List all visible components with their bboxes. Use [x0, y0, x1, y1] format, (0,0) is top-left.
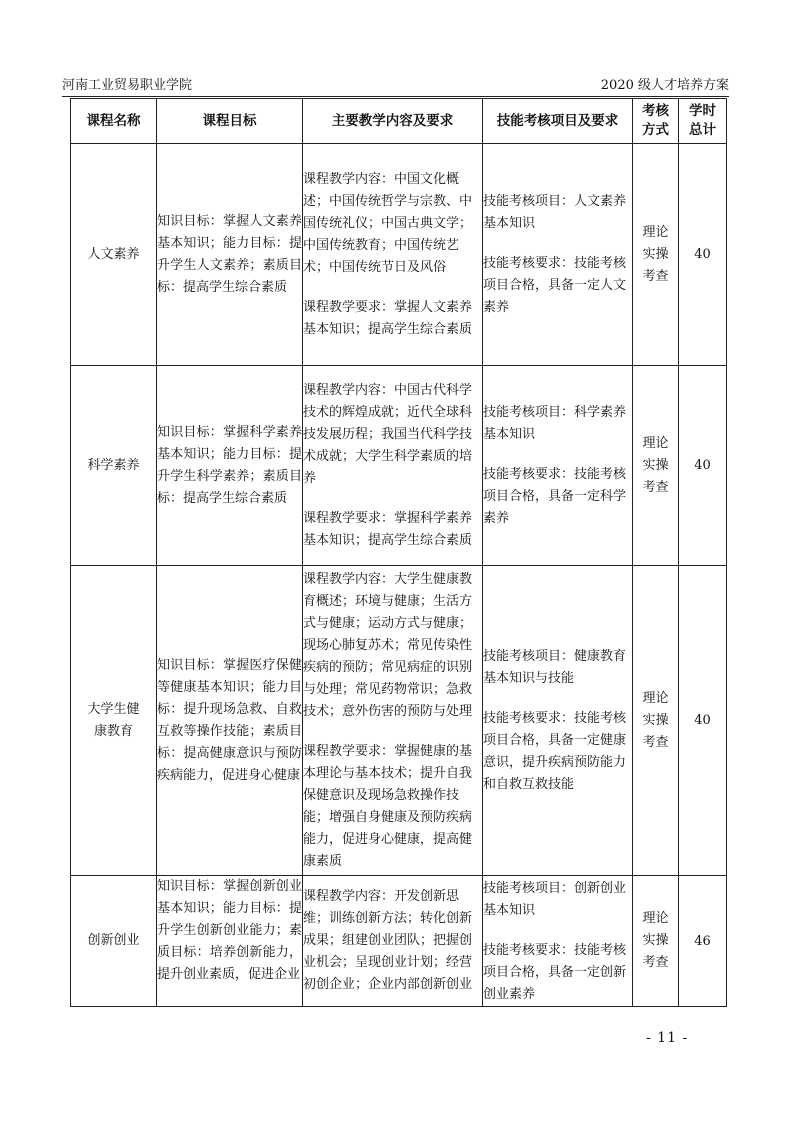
method-line: 考查	[642, 734, 669, 750]
course-name: 科学素养	[87, 457, 140, 473]
method-line: 理论	[642, 911, 669, 926]
method-line: 考查	[642, 479, 669, 495]
col-header-hours-line1: 学时	[689, 103, 716, 119]
assessment-method-cell	[633, 366, 679, 566]
course-name-cell	[71, 144, 157, 366]
table-row	[71, 144, 727, 366]
page-number: - 11 -	[646, 1030, 689, 1046]
course-table	[70, 98, 727, 1007]
content-paragraph: 课程教学内容：大学生健康教育概述；环境与健康；生活方式与健康；运动方式与健康；现场心肺复苏术；常见传染性疾病的预防；常见病症的识别与处理；常见药物常识；急救技术；意外伤害的预防与处理	[303, 571, 473, 719]
col-header-method-line2: 方式	[642, 122, 669, 138]
table-header-row	[71, 99, 727, 144]
skill-cell	[483, 366, 633, 566]
skill-requirement: 技能考核要求：技能考核项目合格，具备一定人文素养	[483, 255, 627, 315]
course-name-line2: 康教育	[93, 723, 133, 739]
course-goal: 知识目标：掌握医疗保健等健康基本知识；能力目标：提升现场急救、自救互救等操作技能；素质目标：提高健康意识与预防疾病能力，促进身心健康	[157, 657, 302, 783]
course-name: 创新创业	[87, 933, 140, 948]
course-name-cell	[71, 566, 157, 876]
method-line: 理论	[642, 435, 669, 451]
col-header-content: 主要教学内容及要求	[303, 99, 483, 144]
total-hours-cell: 40	[679, 566, 727, 876]
assessment-method-cell	[633, 566, 679, 876]
skill-item: 技能考核项目：健康教育基本知识与技能	[483, 648, 627, 686]
content-paragraph: 课程教学内容：中国文化概述；中国传统哲学与宗教、中国传统礼仪；中国古典文学；中国传统教育；中国传统艺术；中国传统节日及风俗	[303, 171, 473, 275]
method-line: 理论	[642, 224, 669, 240]
course-name: 人文素养	[87, 246, 140, 262]
total-hours-cell: 40	[679, 144, 727, 366]
requirement-paragraph: 课程教学要求：掌握人文素养基本知识；提高学生综合素质	[303, 299, 473, 337]
method-line: 实操	[642, 712, 669, 728]
content-paragraph: 课程教学内容：中国古代科学技术的辉煌成就；近代全球科技发展历程；我国当代科学技术成就；大学生科学素质的培养	[303, 382, 473, 486]
method-line: 理论	[642, 690, 669, 706]
method-line: 考查	[642, 268, 669, 284]
col-header-name: 课程名称	[71, 99, 157, 144]
course-content-cell	[303, 144, 483, 366]
total-hours-cell: 40	[679, 366, 727, 566]
skill-requirement: 技能考核要求：技能考核项目合格，具备一定创新创业素养	[483, 943, 627, 1002]
col-header-hours-line2: 总计	[689, 122, 716, 138]
skill-cell	[483, 566, 633, 876]
skill-requirement: 技能考核要求：技能考核项目合格，具备一定科学素养	[483, 466, 627, 526]
course-name-cell	[71, 366, 157, 566]
col-header-goal: 课程目标	[157, 99, 303, 144]
method-line: 实操	[642, 246, 669, 262]
requirement-paragraph: 课程教学要求：掌握科学素养基本知识；提高学生综合素质	[303, 510, 473, 548]
course-goal: 知识目标：掌握科学素养基本知识；能力目标：提升学生科学素养；素质目标：提高学生综合素质	[157, 424, 302, 506]
course-goal: 知识目标：掌握人文素养基本知识；能力目标：提升学生人文素养；素质目标：提高学生综合素质	[157, 213, 302, 295]
table-row	[71, 366, 727, 566]
course-name-line1: 大学生健	[87, 701, 140, 717]
course-goal: 知识目标：掌握创新创业基本知识；能力目标：提升学生创新创业能力；素质目标：培养创新能力，提升创业素质，促进企业	[157, 879, 302, 982]
course-goal-cell	[157, 566, 303, 876]
col-header-method-line1: 考核	[642, 103, 669, 119]
course-content-cell	[303, 566, 483, 876]
assessment-method-cell	[633, 144, 679, 366]
method-line: 实操	[642, 933, 669, 948]
skill-item: 技能考核项目：人文素养基本知识	[483, 193, 627, 231]
course-goal-cell	[157, 876, 303, 1007]
skill-cell	[483, 876, 633, 1007]
course-goal-cell	[157, 144, 303, 366]
table-row	[71, 566, 727, 876]
course-name-cell	[71, 876, 157, 1007]
requirement-paragraph: 课程教学要求：掌握健康的基本理论与基本技术；提升自我保健意识及现场急救操作技能；增强自身健康及预防疾病能力，促进身心健康，提高健康素质	[303, 743, 473, 869]
course-goal-cell	[157, 366, 303, 566]
skill-requirement: 技能考核要求：技能考核项目合格，具备一定健康意识，提升疾病预防能力和自救互救技能	[483, 710, 627, 792]
course-content-cell	[303, 366, 483, 566]
school-name: 河南工业贸易职业学院	[62, 78, 193, 93]
skill-cell	[483, 144, 633, 366]
total-hours-cell: 46	[679, 876, 727, 1007]
assessment-method-cell	[633, 876, 679, 1007]
method-line: 考查	[642, 955, 669, 970]
content-paragraph: 课程教学内容：开发创新思维；训练创新方法；转化创新成果；组建创业团队；把握创业机会；呈现创业计划；经营初创企业；企业内部创新创业	[303, 889, 473, 992]
col-header-skill: 技能考核项目及要求	[483, 99, 633, 144]
page-header	[62, 74, 729, 97]
table-row	[71, 876, 727, 1007]
document-title: 2020 级人才培养方案	[600, 78, 729, 93]
skill-item: 技能考核项目：创新创业基本知识	[483, 881, 627, 918]
col-header-method	[633, 99, 679, 144]
col-header-hours	[679, 99, 727, 144]
method-line: 实操	[642, 457, 669, 473]
course-content-cell	[303, 876, 483, 1007]
skill-item: 技能考核项目：科学素养基本知识	[483, 404, 627, 442]
